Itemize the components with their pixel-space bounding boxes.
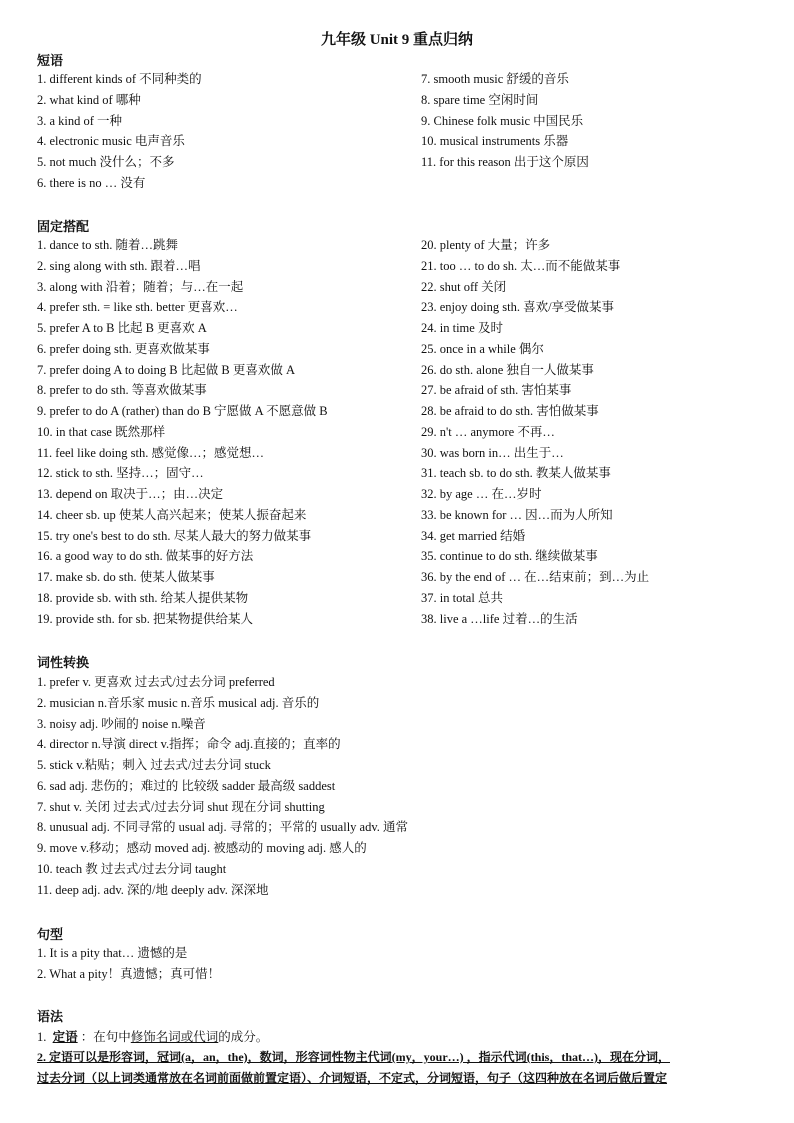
phrase-item: 9. Chinese folk music 中国民乐	[421, 113, 584, 128]
collocation-item: 25. once in a while 偶尔	[421, 341, 544, 356]
collocation-item: 17. make sb. do sth. 使某人做某事	[37, 570, 215, 584]
word-form-item: 4. director n.导演 direct v.指挥；命令 adj.直接的；直率的	[37, 737, 341, 752]
collocation-item: 19. provide sth. for sb. 把某物提供给某人	[37, 611, 253, 626]
section-heading-collocations: 固定搭配	[37, 219, 90, 234]
word-form-item: 8. unusual adj. 不同寻常的 usual adj. 寻常的；平常的 usually adv. 通常	[37, 820, 409, 835]
collocation-item: 14. cheer sb. up 使某人高兴起来；使某人振奋起来	[37, 507, 307, 522]
collocation-item: 30. was born in… 出生于…	[421, 445, 564, 460]
word-form-item: 1. prefer v. 更喜欢 过去式/过去分词 preferred	[37, 675, 275, 689]
grammar-underlined-phrase: 修饰名词或代词	[130, 1030, 219, 1044]
page-title: 九年级 Unit 9 重点归纳	[320, 32, 474, 48]
collocation-item: 5. prefer A to B 比起 B 更喜欢 A	[37, 321, 207, 335]
collocation-item: 15. try one's best to do sth. 尽某人最大的努力做某事	[37, 528, 312, 543]
collocation-item: 24. in time 及时	[421, 321, 503, 335]
collocation-item: 10. in that case 既然那样	[37, 424, 166, 439]
collocation-item: 38. live a …life 过着…的生活	[421, 611, 578, 626]
collocation-item: 11. feel like doing sth. 感觉像…；感觉想…	[37, 445, 264, 460]
grammar-term: 定语	[52, 1030, 78, 1044]
sentence-patterns-list	[37, 943, 220, 985]
phrase-item: 6. there is no … 没有	[37, 175, 146, 190]
phrase-item: 3. a kind of 一种	[37, 113, 123, 128]
section-heading-grammar: 语法	[37, 1009, 64, 1024]
section-heading-phrases: 短语	[37, 53, 64, 68]
phrases-left-column	[37, 69, 202, 194]
collocation-item: 16. a good way to do sth. 做某事的好方法	[37, 549, 254, 564]
collocation-item: 4. prefer sth. = like sth. better 更喜欢…	[37, 300, 238, 315]
word-form-item: 6. sad adj. 悲伤的；难过的 比较级 sadder 最高级 saddest	[37, 778, 336, 793]
phrase-item: 5. not much 没什么；不多	[37, 155, 175, 169]
grammar-rule-line-1: 2. 定语可以是形容词，冠词(a，an，the)，数词，形容词性物主代词(my，your…) ，指示代词(this，that…)，现在分词，	[37, 1050, 670, 1064]
collocation-item: 33. be known for … 因…而为人所知	[421, 507, 613, 522]
collocation-item: 13. depend on 取决于…；由…决定	[37, 487, 224, 501]
section-heading-sentences: 句型	[37, 927, 64, 942]
phrase-item: 11. for this reason 出于这个原因	[421, 155, 589, 169]
collocation-item: 9. prefer to do A (rather) than do B 宁愿做 A 不愿意做 B	[37, 404, 328, 418]
collocation-item: 28. be afraid to do sth. 害怕做某事	[421, 404, 599, 418]
collocation-item: 12. stick to sth. 坚持…；固守…	[37, 466, 204, 481]
phrase-item: 2. what kind of 哪种	[37, 92, 141, 107]
collocation-item: 20. plenty of 大量；许多	[421, 238, 551, 252]
phrases-right-column	[421, 69, 589, 173]
grammar-number: 1.	[37, 1030, 53, 1044]
word-form-item: 9. move v.移动；感动 moved adj. 被感动的 moving adj. 感人的	[37, 841, 367, 855]
collocation-item: 8. prefer to do sth. 等喜欢做某事	[37, 383, 207, 398]
collocation-item: 27. be afraid of sth. 害怕某事	[421, 383, 572, 398]
collocations-left-column	[37, 235, 328, 629]
collocation-item: 35. continue to do sth. 继续做某事	[421, 549, 598, 564]
collocation-item: 18. provide sb. with sth. 给某人提供某物	[37, 590, 249, 605]
phrase-item: 7. smooth music 舒缓的音乐	[421, 72, 569, 86]
collocation-item: 23. enjoy doing sth. 喜欢/享受做某事	[421, 300, 615, 315]
grammar-mid: ：在句中	[77, 1030, 131, 1044]
collocation-item: 29. n't … anymore 不再…	[421, 424, 555, 439]
collocation-item: 34. get married 结婚	[421, 528, 526, 543]
collocation-item: 3. along with 沿着；随着；与…在一起	[37, 279, 244, 294]
collocation-item: 22. shut off 关闭	[421, 279, 507, 294]
collocations-right-column	[421, 235, 649, 629]
collocation-item: 6. prefer doing sth. 更喜欢做某事	[37, 341, 210, 356]
collocation-item: 31. teach sb. to do sth. 教某人做某事	[421, 466, 611, 481]
word-form-item: 2. musician n.音乐家 music n.音乐 musical adj. 音乐的	[37, 695, 320, 710]
word-forms-list	[37, 672, 408, 900]
section-heading-word-forms: 词性转换	[37, 655, 90, 670]
collocation-item: 21. too … to do sh. 太…而不能做某事	[421, 258, 621, 273]
sentence-item: 2. What a pity！真遗憾；真可惜！	[37, 966, 221, 981]
word-form-item: 5. stick v.粘贴；刺入 过去式/过去分词 stuck	[37, 758, 271, 772]
collocation-item: 32. by age … 在…岁时	[421, 487, 542, 501]
grammar-definition-line	[37, 1027, 268, 1045]
phrase-item: 4. electronic music 电声音乐	[37, 134, 185, 149]
word-form-item: 11. deep adj. adv. 深的/地 deeply adv. 深深地	[37, 882, 269, 897]
word-form-item: 7. shut v. 关闭 过去式/过去分词 shut 现在分词 shutting	[37, 799, 325, 814]
grammar-rule-line-2: 过去分词（以上词类通常放在名词前面做前置定语）、介词短语，不定式，分词短语，句子（这四种放在名词后做后置定	[37, 1071, 668, 1085]
phrase-item: 10. musical instruments 乐器	[421, 134, 569, 149]
collocation-item: 2. sing along with sth. 跟着…唱	[37, 258, 201, 273]
collocation-item: 7. prefer doing A to doing B 比起做 B 更喜欢做 A	[37, 362, 295, 377]
phrase-item: 1. different kinds of 不同种类的	[37, 72, 202, 86]
collocation-item: 37. in total 总共	[421, 590, 503, 605]
sentence-item: 1. It is a pity that… 遗憾的是	[37, 946, 188, 960]
word-form-item: 10. teach 教 过去式/过去分词 taught	[37, 861, 227, 876]
collocation-item: 1. dance to sth. 随着…跳舞	[37, 238, 178, 252]
collocation-item: 36. by the end of … 在…结束前；到…为止	[421, 570, 650, 584]
grammar-suffix: 的成分。	[218, 1030, 269, 1044]
phrase-item: 8. spare time 空闲时间	[421, 92, 539, 107]
word-form-item: 3. noisy adj. 吵闹的 noise n.噪音	[37, 716, 206, 731]
collocation-item: 26. do sth. alone 独自一人做某事	[421, 362, 594, 377]
